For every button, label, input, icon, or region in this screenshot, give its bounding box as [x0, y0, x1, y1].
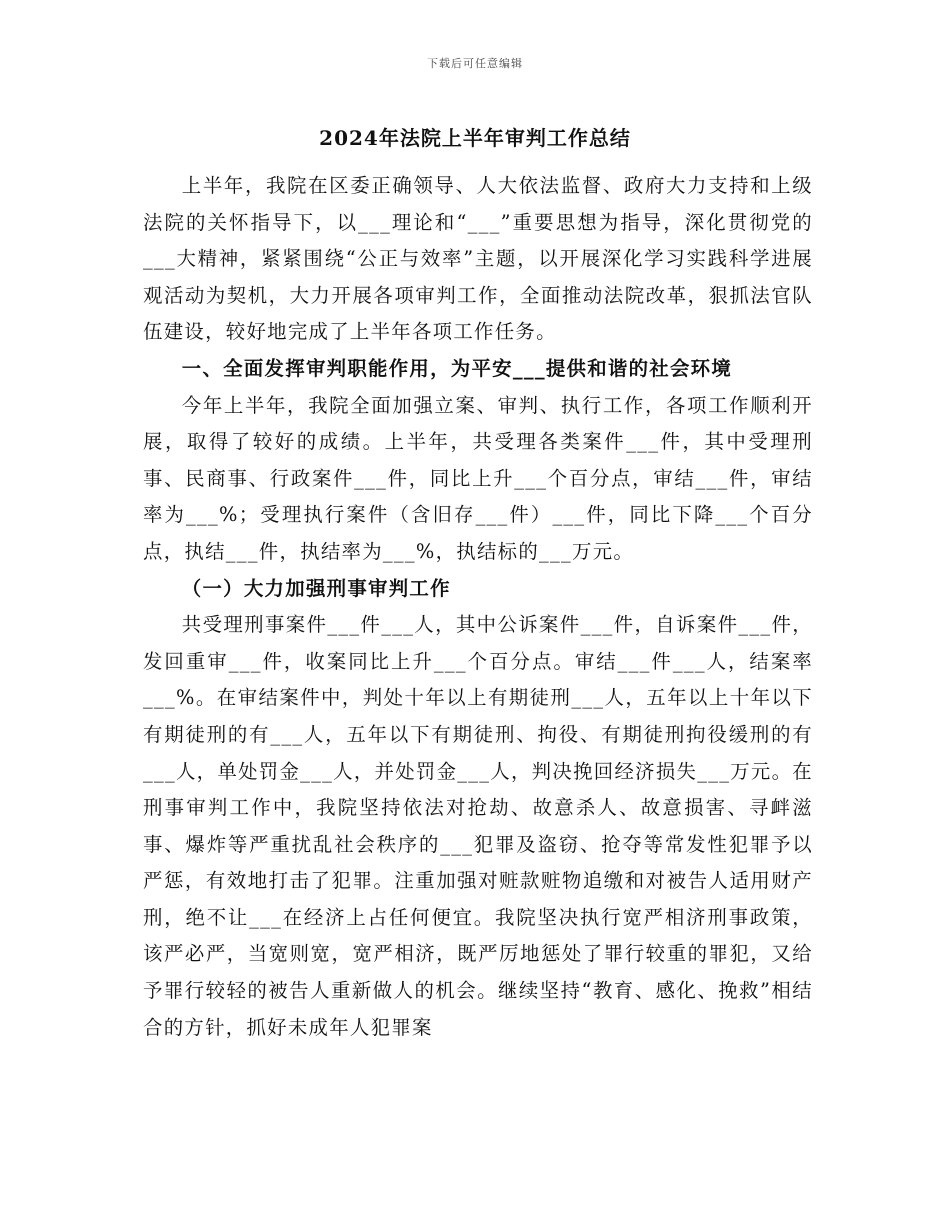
section-paragraph: 今年上半年，我院全面加强立案、审判、执行工作，各项工作顺利开展，取得了较好的成绩。上半年，共受理各类案件___件，其中受理刑事、民商事、行政案件___件，同比上升___个百分点，审结___件，审结率为___%；受理执行案件（含旧存___件）___件，同比下降___个百分点，执结___件，执结率为___%，执结标的___万元。	[143, 393, 813, 563]
document-body	[143, 168, 813, 1046]
intro-paragraph: 上半年，我院在区委正确领导、人大依法监督、政府大力支持和上级法院的关怀指导下，以___理论和“___”重要思想为指导，深化贯彻党的___大精神，紧紧围绕“公正与效率”主题，以开展深化学习实践科学进展观活动为契机，大力开展各项审判工作，全面推动法院改革，狠抓法官队伍建设，较好地完成了上半年各项工作任务。	[143, 174, 813, 344]
document-title: 2024年法院上半年审判工作总结	[319, 126, 631, 150]
header-note: 下载后可任意编辑	[427, 57, 523, 70]
subsection-heading: （一）大力加强刑事审判工作	[181, 576, 451, 600]
subsection-paragraph: 共受理刑事案件___件___人，其中公诉案件___件，自诉案件___件，发回重审___件，收案同比上升___个百分点。审结___件___人，结案率___%。在审结案件中，判处十年以上有期徒刑___人，五年以上十年以下有期徒刑的有___人，五年以下有期徒刑、拘役、有期徒刑拘役缓刑的有___人，单处罚金___人，并处罚金___人，判决挽回经济损失___万元。在刑事审判工作中，我院坚持依法对抢劫、故意杀人、故意损害、寻衅滋事、爆炸等严重扰乱社会秩序的___犯罪及盗窃、抢夺等常发性犯罪予以严惩，有效地打击了犯罪。注重加强对赃款赃物追缴和对被告人适用财产刑，绝不让___在经济上占任何便宜。我院坚决执行宽严相济刑事政策，该严必严，当宽则宽，宽严相济，既严厉地惩处了罪行较重的罪犯，又给予罪行较轻的被告人重新做人的机会。继续坚持“教育、感化、挽救”相结合的方针，抓好未成年人犯罪案	[143, 613, 813, 1039]
section-heading: 一、全面发挥审判职能作用，为平安___提供和谐的社会环境	[181, 356, 733, 380]
